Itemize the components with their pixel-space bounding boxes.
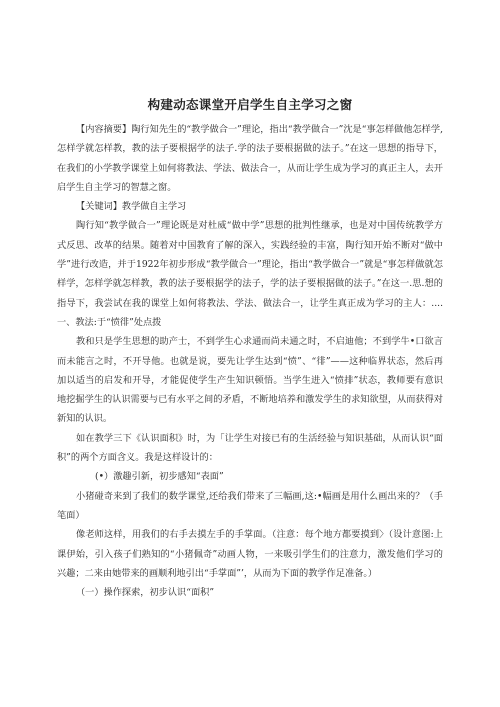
paragraph-keywords: 【关键词】教学做自主学习: [76, 201, 187, 213]
paragraph-theory: 陶行知“教学做合一”理论既是对杜威“做中学”思想的批判性继承，也是对中国传统教学方式反思、改革的结果。随着对中国教育了解的深入，实践经验的丰富，陶行知开始不断对“做中学”进行改造，并于1922年初步形成“教学做合一”理论，指出“教学做合一”就是“事怎样做就怎样学，怎样学就怎样教，教的法子要根据学的法子，学的法子要根据做的法子。”在这一.思.想的指导下，我尝试在我的课堂上如何将教法、学法、做法合一，让学生真正成为学习的主人：....一、教法:于“愤徘”处点拨: [57, 220, 443, 328]
paragraph-example: 如在教学三下《认识面积》时，为「让学生对接已有的生活经验与知识基础，从而认识“面积”的两个方面含义。我是这样设计的：: [57, 432, 443, 464]
paragraph-step-one: (•）激趣引新，初步感知“表面”: [95, 471, 224, 483]
paragraph-abstract: 【内容摘要】陶行知先生的“教学做合一”理论，指出“教学做合一”沈是“事怎样做他怎样学,怎样学就怎样教，教的法子要根据学的法子.学的法子要根据做的法子。”在这一思想的指导下，在我们的小学教学课堂上如何将教法、学法、做法合一，从而让学生成为学习的真正主人，去开启学生自主学习的智慧之窗。: [57, 124, 443, 193]
document-title: 构建动态课堂开启学生自主学习之窗: [147, 97, 353, 112]
paragraph-step-two: （一）操作探索，初步认识“面积”: [76, 587, 215, 599]
paragraph-palm: 像老师这样，用我们的右手去摸左手的手掌面。（注意：每个地方都要摸到〉（设计意图:上课伊始，引入孩子们熟知的“小猪佩奇”动画人物，一来吸引学生们的注意力，激发他们学习的兴趣；二来由她带来的画顺利地引出“手掌面”’，从而为下面的教学作足准备。）: [57, 529, 443, 579]
paragraph-pig: 小猪碰奇来到了我们的数学课堂,还给我们带来了三幅画,这:•幅画是用什么画出来的？（手笔面）: [57, 490, 443, 521]
paragraph-teaching: 教和只是学生思想的助产士，不到学生心求通而尚未通之时，不启迪他；不到学牛•口欲言而未能言之时，不开导他。也就是说，要先让学生达到“愤”、“徘”——这种临界状态，然后再加以适当的启发和开导，才能促使学生产生知识顿悟。当学生进入“愤排”状态，教师要有意识地挖掘学生的认识需要与已有水平之间的矛盾，不断地培养和激发学生的求知欲望，从而获得对新知的认识。: [57, 336, 443, 425]
document-body: [57, 120, 443, 602]
